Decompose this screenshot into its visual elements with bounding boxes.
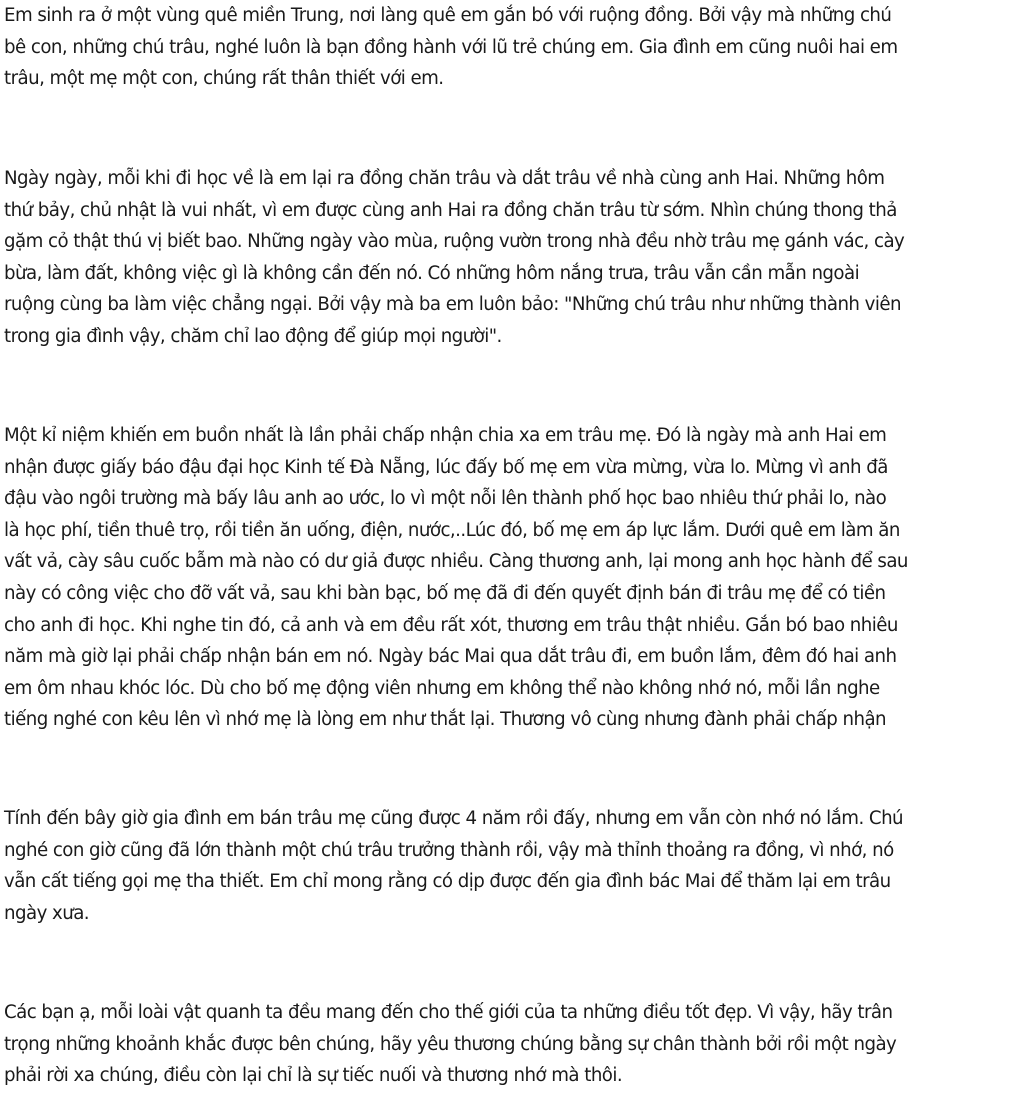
paragraph-line: vất vả, cày sâu cuốc bẫm mà nào có dư giả được nhiều. Càng thương anh, lại mong anh học hành để sau <box>4 551 908 573</box>
paragraph-4 <box>4 803 1024 929</box>
paragraph-3 <box>4 420 1024 736</box>
paragraph-line: trọng những khoảnh khắc được bên chúng, hãy yêu thương chúng bằng sự chân thành bởi rồi một ngày <box>4 1033 897 1055</box>
paragraph-line: em ôm nhau khóc lóc. Dù cho bố mẹ động viên nhưng em không thể nào không nhớ nó, mỗi lần nghe <box>4 677 880 699</box>
paragraph-line: phải rời xa chúng, điều còn lại chỉ là sự tiếc nuối và thương nhớ mà thôi. <box>4 1065 623 1087</box>
paragraph-line: Tính đến bây giờ gia đình em bán trâu mẹ cũng được 4 năm rồi đấy, nhưng em vẫn còn nhớ nó lắm. Chú <box>4 808 904 829</box>
paragraph-line: tiếng nghé con kêu lên vì nhớ mẹ là lòng em như thắt lại. Thương vô cùng nhưng đành phải chấp nhận <box>4 709 887 731</box>
paragraph-line: trâu, một mẹ một con, chúng rất thân thiết với em. <box>4 68 444 90</box>
paragraph-line: bê con, những chú trâu, nghé luôn là bạn đồng hành với lũ trẻ chúng em. Gia đình em cũng nuôi hai em <box>4 36 898 58</box>
paragraph-line: gặm cỏ thật thú vị biết bao. Những ngày vào mùa, ruộng vườn trong nhà đều nhờ trâu mẹ gánh vác, cày <box>4 231 905 253</box>
paragraph-2 <box>4 163 1024 353</box>
paragraph-line: ngày xưa. <box>4 902 90 924</box>
paragraph-line: nghé con giờ cũng đã lớn thành một chú trâu trưởng thành rồi, vậy mà thỉnh thoảng ra đồng, vì nhớ, nó <box>4 839 894 861</box>
paragraph-1 <box>4 0 1024 95</box>
paragraph-line: là học phí, tiền thuê trọ, rồi tiền ăn uống, điện, nước,..Lúc đó, bố mẹ em áp lực lắm. Dưới quê em làm ăn <box>4 519 900 541</box>
paragraph-line: nhận được giấy báo đậu đại học Kinh tế Đà Nẵng, lúc đấy bố mẹ em vừa mừng, vừa lo. Mừng vì anh đã <box>4 456 888 478</box>
paragraph-line: Các bạn ạ, mỗi loài vật quanh ta đều mang đến cho thế giới của ta những điều tốt đẹp. Vì vậy, hãy trân <box>4 1002 893 1023</box>
paragraph-line: đậu vào ngôi trường mà bấy lâu anh ao ước, lo vì một nỗi lên thành phố học bao nhiêu thứ phải lo, nào <box>4 488 887 510</box>
paragraph-line: Em sinh ra ở một vùng quê miền Trung, nơi làng quê em gắn bó với ruộng đồng. Bởi vậy mà những chú <box>4 5 892 26</box>
paragraph-line: cho anh đi học. Khi nghe tin đó, cả anh và em đều rất xót, thương em trâu thật nhiều. Gắn bó bao nhiêu <box>4 614 898 636</box>
paragraph-line: này có công việc cho đỡ vất vả, sau khi bàn bạc, bố mẹ đã đi đến quyết định bán đi trâu mẹ để có tiền <box>4 582 886 604</box>
paragraph-line: thứ bảy, chủ nhật là vui nhất, vì em được cùng anh Hai ra đồng chăn trâu từ sớm. Nhìn chúng thong thả <box>4 199 897 221</box>
paragraph-line: năm mà giờ lại phải chấp nhận bán em nó. Ngày bác Mai qua dắt trâu đi, em buồn lắm, đêm đó hai anh <box>4 646 897 668</box>
paragraph-5 <box>4 997 1024 1092</box>
paragraph-line: bừa, làm đất, không việc gì là không cần đến nó. Có những hôm nắng trưa, trâu vẫn cần mẫn ngoài <box>4 262 860 284</box>
paragraph-line: ruộng cùng ba làm việc chẳng ngại. Bởi vậy mà ba em luôn bảo: "Những chú trâu như những thành viên <box>4 294 901 316</box>
paragraph-line: vẫn cất tiếng gọi mẹ tha thiết. Em chỉ mong rằng có dịp được đến gia đình bác Mai để thăm lại em trâu <box>4 871 891 893</box>
paragraph-line: Một kỉ niệm khiến em buồn nhất là lần phải chấp nhận chia xa em trâu mẹ. Đó là ngày mà anh Hai em <box>4 425 887 446</box>
paragraph-line: Ngày ngày, mỗi khi đi học về là em lại ra đồng chăn trâu và dắt trâu về nhà cùng anh Hai. Những hôm <box>4 168 885 189</box>
paragraph-line: trong gia đình vậy, chăm chỉ lao động để giúp mọi người". <box>4 325 502 347</box>
